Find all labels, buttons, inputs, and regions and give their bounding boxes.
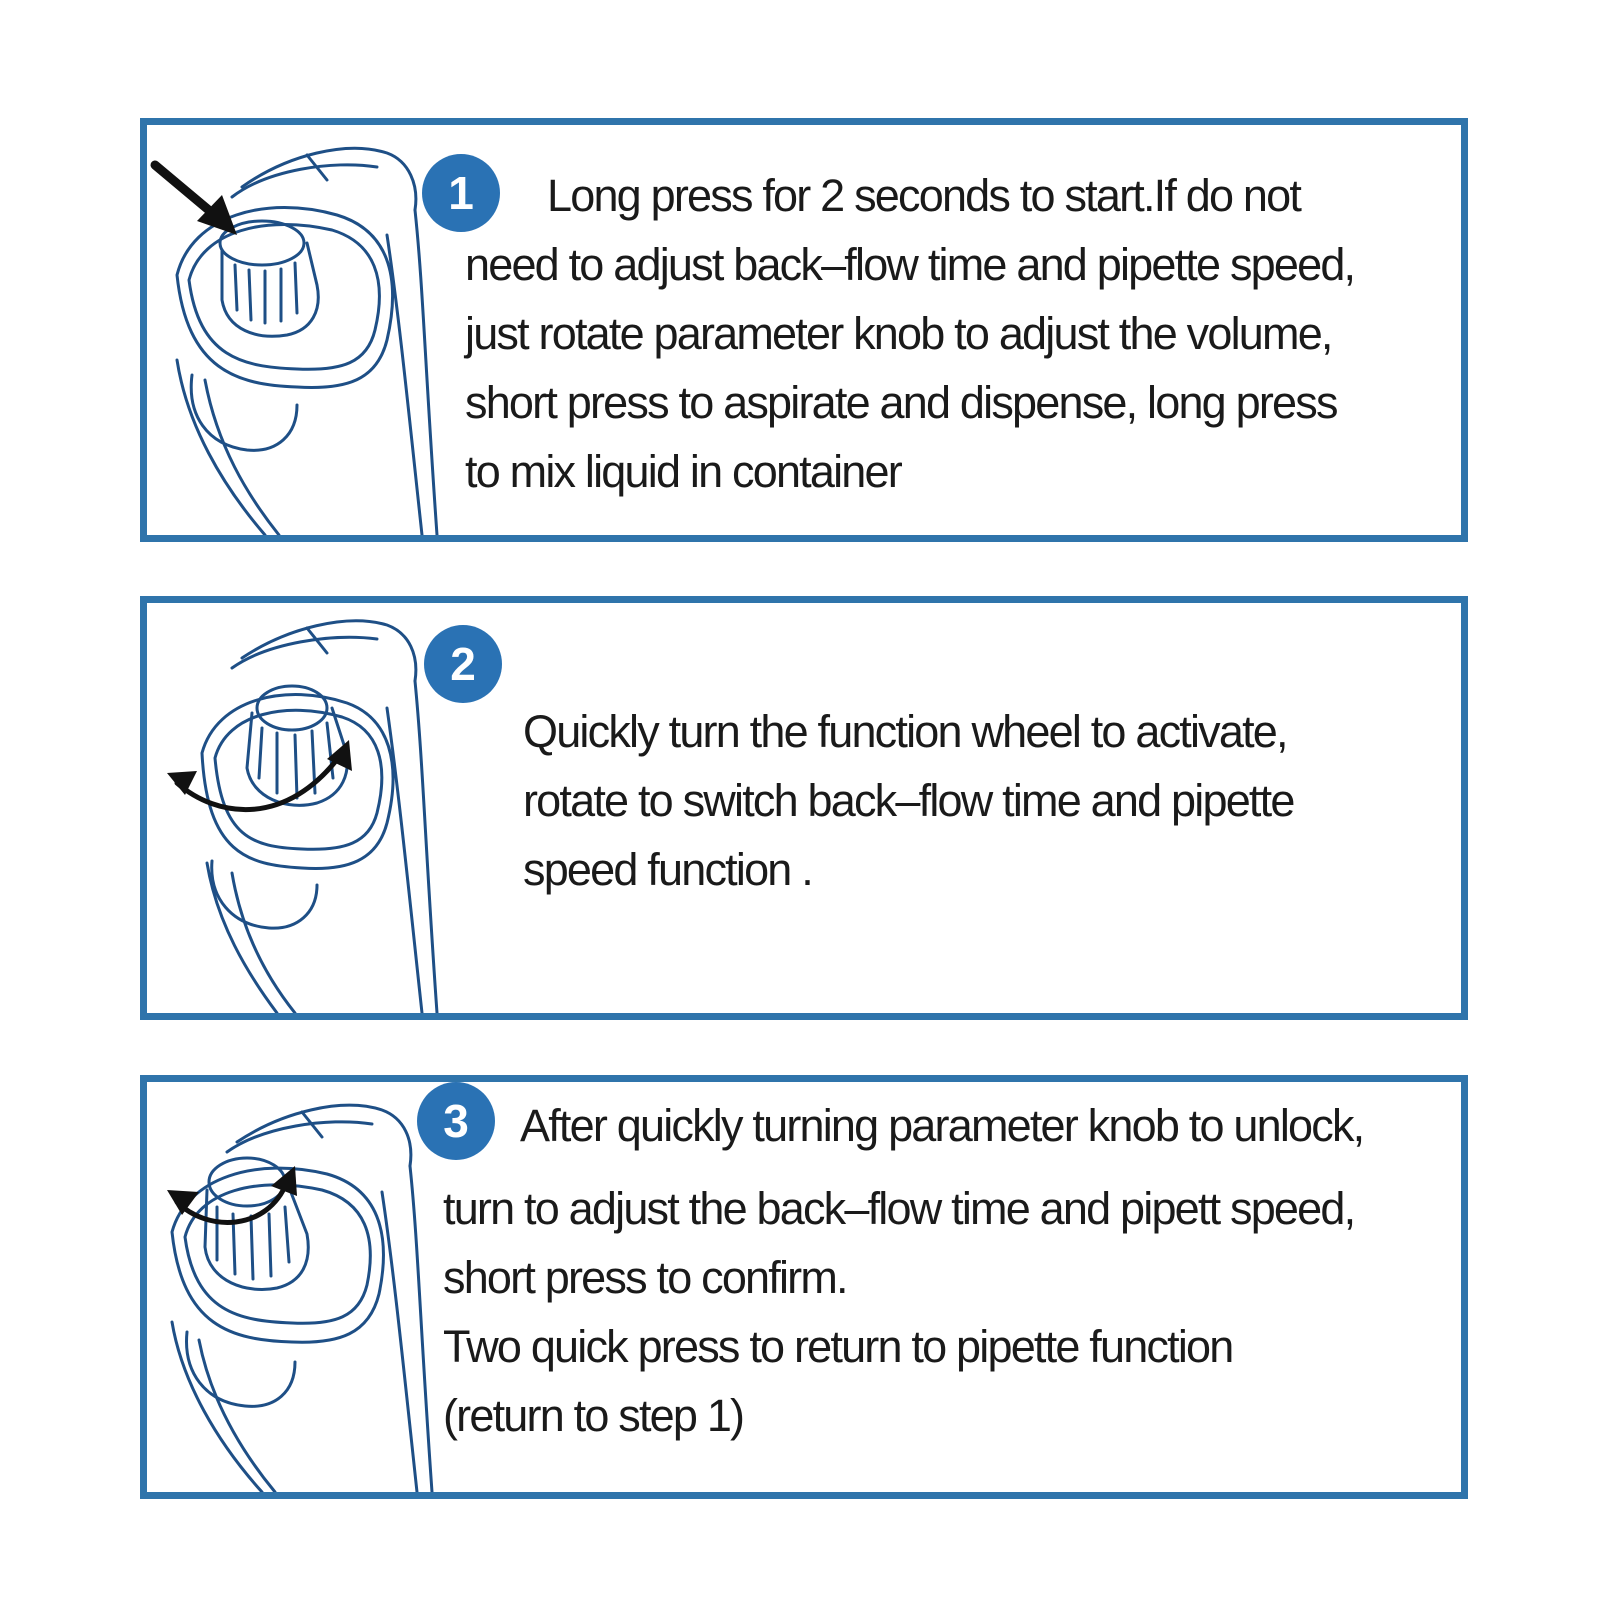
instruction-text: just rotate parameter knob to adjust the volume, — [465, 308, 1332, 359]
step-number-badge: 3 — [417, 1082, 495, 1160]
instruction-panel-3 — [140, 1075, 1468, 1499]
instruction-text: (return to step 1) — [443, 1390, 744, 1441]
instruction-text: Two quick press to return to pipette function — [443, 1321, 1233, 1372]
pipette-illustration — [147, 603, 457, 1013]
instruction-text: Quickly turn the function wheel to activate, — [523, 706, 1287, 757]
pipette-illustration — [147, 125, 457, 535]
pipette-illustration — [147, 1082, 457, 1492]
instruction-panel-1 — [140, 118, 1468, 542]
press-arrow-icon — [155, 165, 217, 217]
instruction-text: short press to aspirate and dispense, long press — [465, 377, 1337, 428]
instruction-text: speed function . — [523, 844, 812, 895]
instruction-text: to mix liquid in container — [465, 446, 901, 497]
instruction-text: short press to confirm. — [443, 1252, 847, 1303]
instruction-text: need to adjust back–flow time and pipette speed, — [465, 239, 1355, 290]
instruction-panel-2 — [140, 596, 1468, 1020]
step-number-badge: 2 — [424, 625, 502, 703]
instruction-text: Long press for 2 seconds to start.If do not — [547, 170, 1301, 221]
instruction-text: rotate to switch back–flow time and pipette — [523, 775, 1294, 826]
step-number-badge: 1 — [422, 154, 500, 232]
instruction-text: turn to adjust the back–flow time and pipett speed, — [443, 1183, 1355, 1234]
instruction-text: After quickly turning parameter knob to unlock, — [520, 1100, 1364, 1151]
